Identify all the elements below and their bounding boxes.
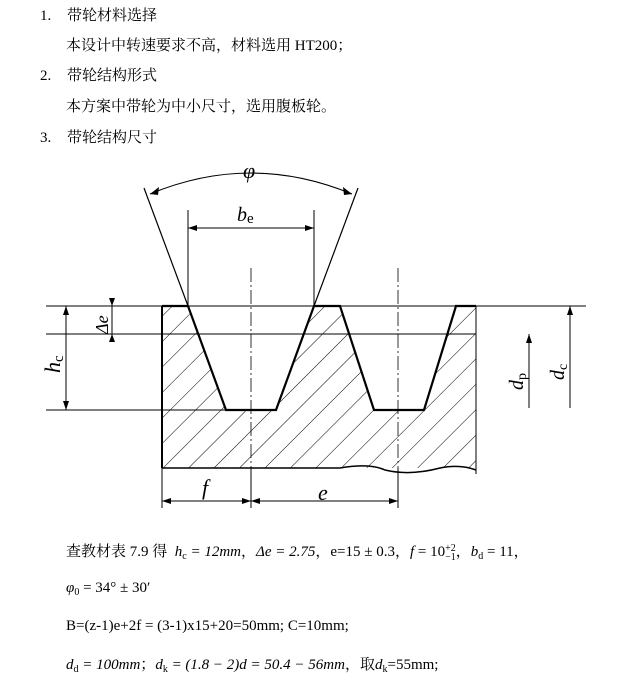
list-heading: 带轮材料选择 bbox=[67, 8, 158, 24]
hatched-body bbox=[162, 306, 476, 468]
list-body-2: 本方案中带轮为中小尺寸，选用腹板轮。 bbox=[66, 99, 337, 115]
label-dp: dp bbox=[506, 373, 530, 390]
list-heading: 带轮结构尺寸 bbox=[67, 130, 158, 146]
list-number: 3. bbox=[40, 130, 52, 146]
label-dc: dc bbox=[547, 363, 571, 380]
list-item-3 bbox=[40, 126, 157, 147]
formula-line-2: $\varphi_0 = 34^\circ \pm 30'$ bbox=[66, 580, 151, 598]
label-e: e bbox=[318, 480, 328, 505]
label-be: be bbox=[237, 204, 254, 227]
pulley-groove-diagram bbox=[40, 158, 596, 516]
list-number: 1. bbox=[40, 8, 52, 24]
belt-right-side bbox=[314, 188, 358, 306]
formula-line-1: 查教材表 7.9 得 $h_c = 12mm$，Δe = 2.75，e=15 ± 0.3，f = 10 +2 −1 ，$b_d = 11$， bbox=[66, 542, 529, 563]
list-item-2 bbox=[40, 64, 157, 85]
label-phi: φ bbox=[243, 158, 256, 183]
list-number: 2. bbox=[40, 68, 52, 84]
list-heading: 带轮结构形式 bbox=[67, 68, 158, 84]
label-delta-e: Δe bbox=[92, 315, 112, 334]
label-f: f bbox=[202, 475, 209, 500]
label-hc: hc bbox=[40, 355, 67, 373]
formula-line-3: B=(z-1)e+2f = (3-1)x15+20=50mm; C=10mm; bbox=[66, 618, 349, 634]
list-body-1: 本设计中转速要求不高，材料选用 HT200； bbox=[66, 38, 353, 54]
formula-line-4: $d_d = 100mm$；$d_k = (1.8 - 2)d = 50.4 - 56mm$，取$d_k=55mm$; bbox=[66, 657, 439, 675]
belt-left-side bbox=[144, 188, 188, 306]
list-item-1 bbox=[40, 4, 157, 25]
